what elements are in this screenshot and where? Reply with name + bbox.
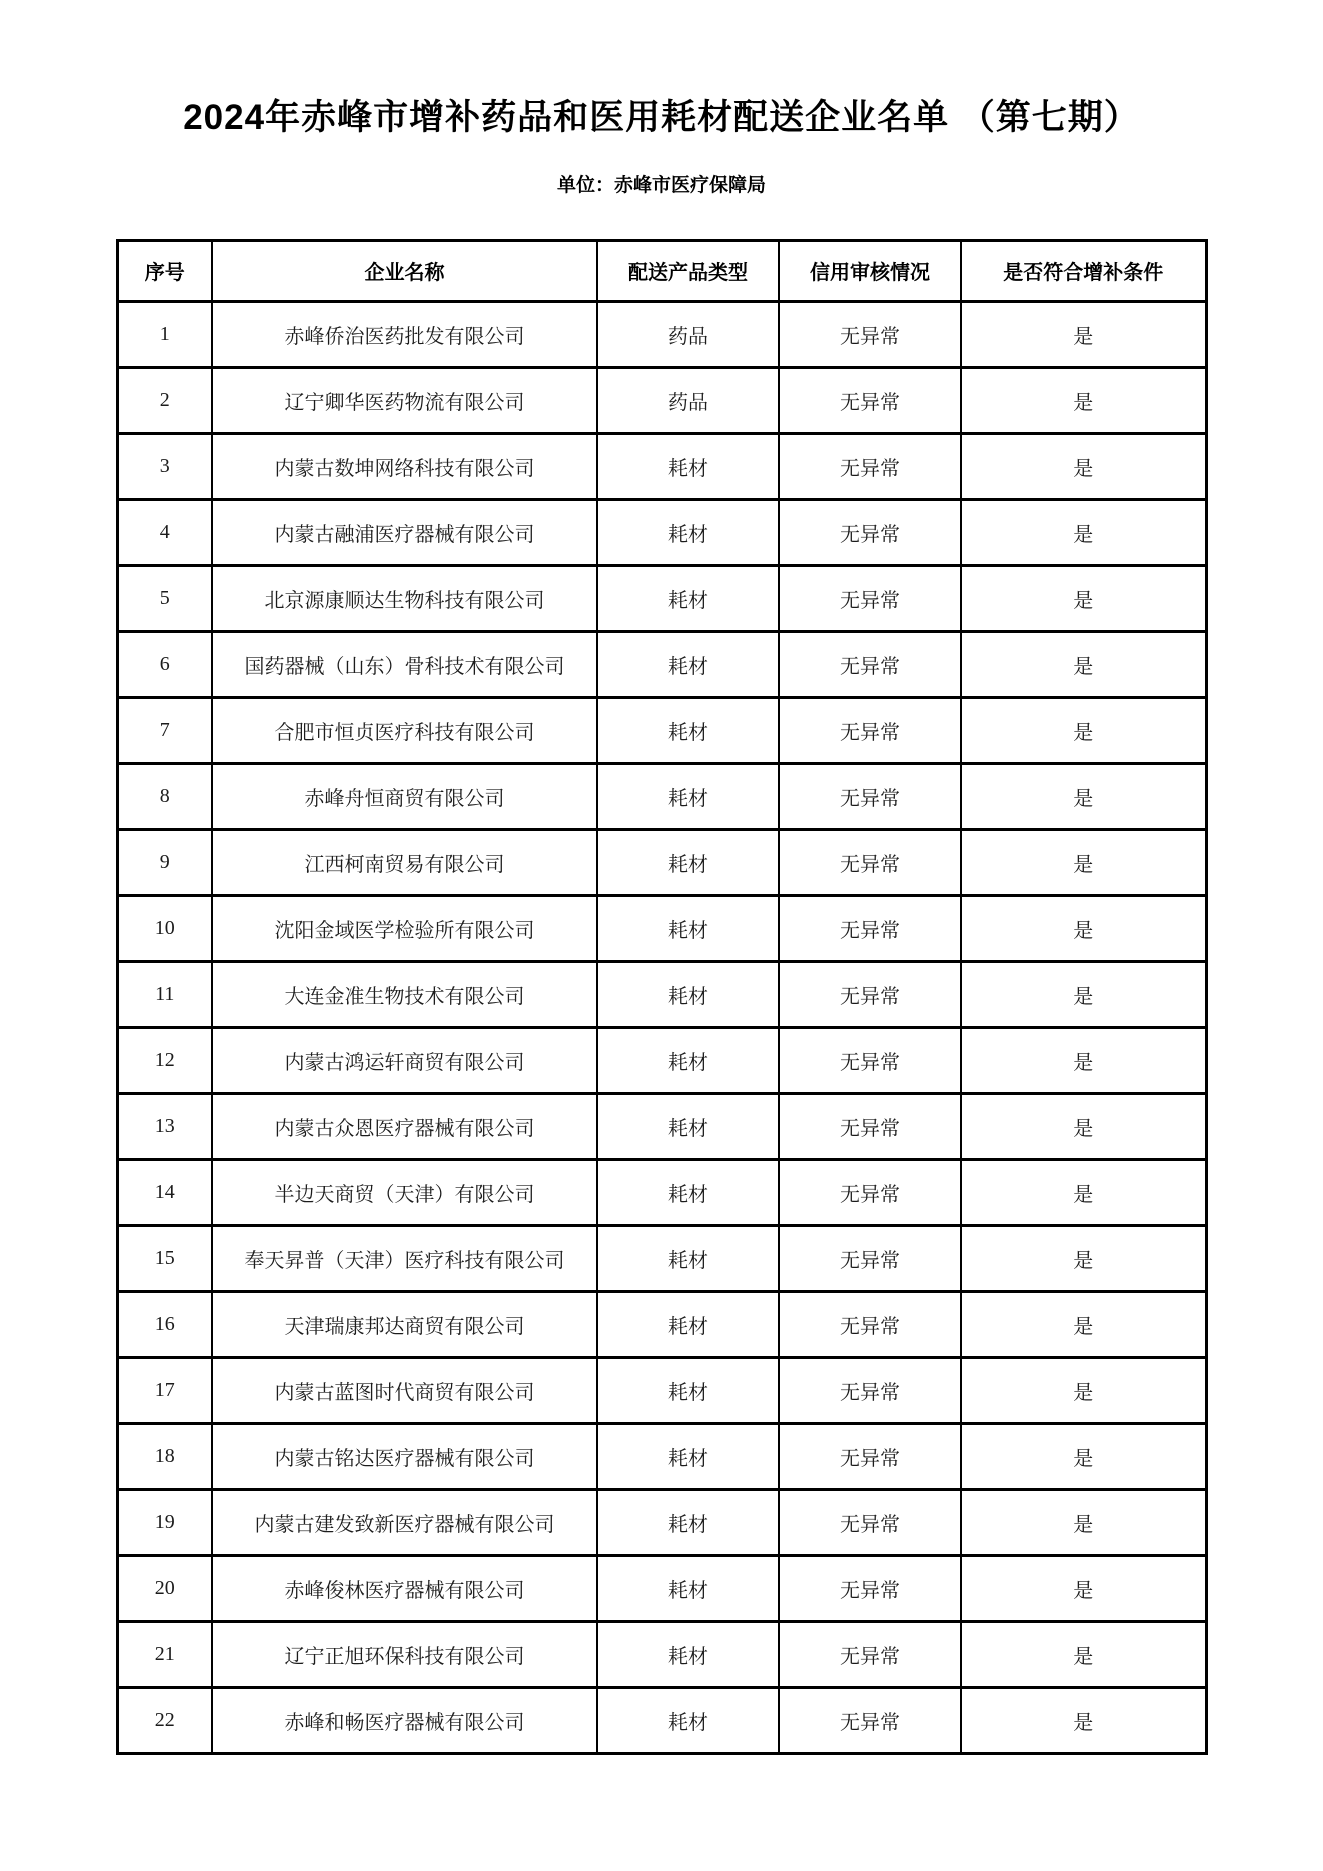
cell-company-name: 赤峰和畅医疗器械有限公司	[212, 1687, 597, 1753]
cell-index: 15	[117, 1225, 212, 1291]
table-body	[117, 301, 1206, 1753]
cell-credit-review: 无异常	[779, 1555, 961, 1621]
cell-product-type: 耗材	[597, 1357, 779, 1423]
cell-eligibility: 是	[961, 1555, 1206, 1621]
cell-product-type: 药品	[597, 301, 779, 367]
cell-credit-review: 无异常	[779, 829, 961, 895]
cell-company-name: 沈阳金域医学检验所有限公司	[212, 895, 597, 961]
cell-index: 11	[117, 961, 212, 1027]
col-header-credit-review: 信用审核情况	[779, 240, 961, 301]
cell-index: 12	[117, 1027, 212, 1093]
table-row	[117, 631, 1206, 697]
cell-credit-review: 无异常	[779, 895, 961, 961]
cell-credit-review: 无异常	[779, 1093, 961, 1159]
cell-company-name: 辽宁正旭环保科技有限公司	[212, 1621, 597, 1687]
cell-credit-review: 无异常	[779, 631, 961, 697]
cell-product-type: 耗材	[597, 763, 779, 829]
cell-eligibility: 是	[961, 631, 1206, 697]
cell-credit-review: 无异常	[779, 565, 961, 631]
cell-eligibility: 是	[961, 763, 1206, 829]
table-row	[117, 301, 1206, 367]
cell-company-name: 辽宁卿华医药物流有限公司	[212, 367, 597, 433]
cell-eligibility: 是	[961, 367, 1206, 433]
col-header-eligibility: 是否符合增补条件	[961, 240, 1206, 301]
table-row	[117, 895, 1206, 961]
table-row	[117, 1159, 1206, 1225]
table-header-row	[117, 240, 1206, 301]
col-header-company-name: 企业名称	[212, 240, 597, 301]
cell-index: 13	[117, 1093, 212, 1159]
cell-credit-review: 无异常	[779, 697, 961, 763]
cell-company-name: 国药器械（山东）骨科技术有限公司	[212, 631, 597, 697]
cell-company-name: 半边天商贸（天津）有限公司	[212, 1159, 597, 1225]
page-title: 2024年赤峰市增补药品和医用耗材配送企业名单 （第七期）	[183, 98, 1140, 137]
cell-credit-review: 无异常	[779, 763, 961, 829]
cell-company-name: 赤峰俊林医疗器械有限公司	[212, 1555, 597, 1621]
cell-product-type: 耗材	[597, 1225, 779, 1291]
cell-credit-review: 无异常	[779, 1489, 961, 1555]
cell-eligibility: 是	[961, 961, 1206, 1027]
cell-company-name: 内蒙古众恩医疗器械有限公司	[212, 1093, 597, 1159]
cell-company-name: 内蒙古融浦医疗器械有限公司	[212, 499, 597, 565]
table-row	[117, 1555, 1206, 1621]
cell-product-type: 耗材	[597, 1687, 779, 1753]
cell-index: 3	[117, 433, 212, 499]
cell-product-type: 耗材	[597, 1291, 779, 1357]
cell-product-type: 耗材	[597, 1027, 779, 1093]
cell-credit-review: 无异常	[779, 1225, 961, 1291]
table-row	[117, 1687, 1206, 1753]
cell-company-name: 赤峰侨治医药批发有限公司	[212, 301, 597, 367]
cell-eligibility: 是	[961, 1357, 1206, 1423]
table-row	[117, 1291, 1206, 1357]
cell-company-name: 内蒙古鸿运轩商贸有限公司	[212, 1027, 597, 1093]
cell-product-type: 耗材	[597, 961, 779, 1027]
cell-product-type: 耗材	[597, 631, 779, 697]
cell-credit-review: 无异常	[779, 1159, 961, 1225]
table-row	[117, 1357, 1206, 1423]
table-row	[117, 1423, 1206, 1489]
cell-credit-review: 无异常	[779, 961, 961, 1027]
cell-credit-review: 无异常	[779, 301, 961, 367]
cell-index: 7	[117, 697, 212, 763]
cell-eligibility: 是	[961, 1093, 1206, 1159]
table-row	[117, 697, 1206, 763]
table-row	[117, 1225, 1206, 1291]
cell-index: 10	[117, 895, 212, 961]
cell-credit-review: 无异常	[779, 433, 961, 499]
cell-product-type: 耗材	[597, 1489, 779, 1555]
cell-company-name: 合肥市恒贞医疗科技有限公司	[212, 697, 597, 763]
cell-eligibility: 是	[961, 1159, 1206, 1225]
table-row	[117, 829, 1206, 895]
cell-index: 6	[117, 631, 212, 697]
cell-eligibility: 是	[961, 697, 1206, 763]
cell-index: 16	[117, 1291, 212, 1357]
cell-company-name: 大连金准生物技术有限公司	[212, 961, 597, 1027]
cell-product-type: 耗材	[597, 895, 779, 961]
cell-product-type: 耗材	[597, 499, 779, 565]
table-row	[117, 433, 1206, 499]
cell-credit-review: 无异常	[779, 1291, 961, 1357]
cell-index: 5	[117, 565, 212, 631]
col-header-index: 序号	[117, 240, 212, 301]
table-row	[117, 763, 1206, 829]
cell-eligibility: 是	[961, 895, 1206, 961]
cell-product-type: 耗材	[597, 829, 779, 895]
cell-product-type: 耗材	[597, 697, 779, 763]
cell-credit-review: 无异常	[779, 1357, 961, 1423]
cell-credit-review: 无异常	[779, 1423, 961, 1489]
cell-product-type: 耗材	[597, 1423, 779, 1489]
cell-eligibility: 是	[961, 1027, 1206, 1093]
cell-product-type: 药品	[597, 367, 779, 433]
table-row	[117, 1621, 1206, 1687]
cell-index: 4	[117, 499, 212, 565]
cell-eligibility: 是	[961, 1225, 1206, 1291]
cell-company-name: 内蒙古建发致新医疗器械有限公司	[212, 1489, 597, 1555]
cell-company-name: 天津瑞康邦达商贸有限公司	[212, 1291, 597, 1357]
cell-eligibility: 是	[961, 565, 1206, 631]
cell-company-name: 北京源康顺达生物科技有限公司	[212, 565, 597, 631]
cell-eligibility: 是	[961, 1291, 1206, 1357]
cell-product-type: 耗材	[597, 1621, 779, 1687]
enterprise-table	[116, 239, 1208, 1755]
cell-credit-review: 无异常	[779, 367, 961, 433]
cell-eligibility: 是	[961, 1687, 1206, 1753]
table-row	[117, 1027, 1206, 1093]
table-row	[117, 565, 1206, 631]
cell-product-type: 耗材	[597, 565, 779, 631]
table-row	[117, 1093, 1206, 1159]
cell-credit-review: 无异常	[779, 1687, 961, 1753]
cell-index: 21	[117, 1621, 212, 1687]
table-row	[117, 499, 1206, 565]
cell-product-type: 耗材	[597, 1159, 779, 1225]
col-header-product-type: 配送产品类型	[597, 240, 779, 301]
cell-credit-review: 无异常	[779, 1027, 961, 1093]
cell-product-type: 耗材	[597, 433, 779, 499]
cell-company-name: 内蒙古蓝图时代商贸有限公司	[212, 1357, 597, 1423]
table-row	[117, 367, 1206, 433]
cell-credit-review: 无异常	[779, 1621, 961, 1687]
cell-eligibility: 是	[961, 301, 1206, 367]
cell-company-name: 赤峰舟恒商贸有限公司	[212, 763, 597, 829]
cell-index: 2	[117, 367, 212, 433]
cell-company-name: 奉天昇普（天津）医疗科技有限公司	[212, 1225, 597, 1291]
cell-company-name: 内蒙古铭达医疗器械有限公司	[212, 1423, 597, 1489]
cell-product-type: 耗材	[597, 1555, 779, 1621]
table-row	[117, 961, 1206, 1027]
cell-index: 1	[117, 301, 212, 367]
cell-index: 19	[117, 1489, 212, 1555]
cell-credit-review: 无异常	[779, 499, 961, 565]
table-row	[117, 1489, 1206, 1555]
cell-eligibility: 是	[961, 829, 1206, 895]
cell-eligibility: 是	[961, 1423, 1206, 1489]
cell-eligibility: 是	[961, 1489, 1206, 1555]
cell-index: 20	[117, 1555, 212, 1621]
cell-index: 14	[117, 1159, 212, 1225]
cell-product-type: 耗材	[597, 1093, 779, 1159]
cell-company-name: 江西柯南贸易有限公司	[212, 829, 597, 895]
cell-eligibility: 是	[961, 499, 1206, 565]
cell-index: 22	[117, 1687, 212, 1753]
cell-index: 8	[117, 763, 212, 829]
cell-index: 18	[117, 1423, 212, 1489]
cell-company-name: 内蒙古数坤网络科技有限公司	[212, 433, 597, 499]
cell-index: 17	[117, 1357, 212, 1423]
issuing-unit-subtitle: 单位：赤峰市医疗保障局	[556, 174, 766, 196]
cell-eligibility: 是	[961, 1621, 1206, 1687]
cell-index: 9	[117, 829, 212, 895]
cell-eligibility: 是	[961, 433, 1206, 499]
